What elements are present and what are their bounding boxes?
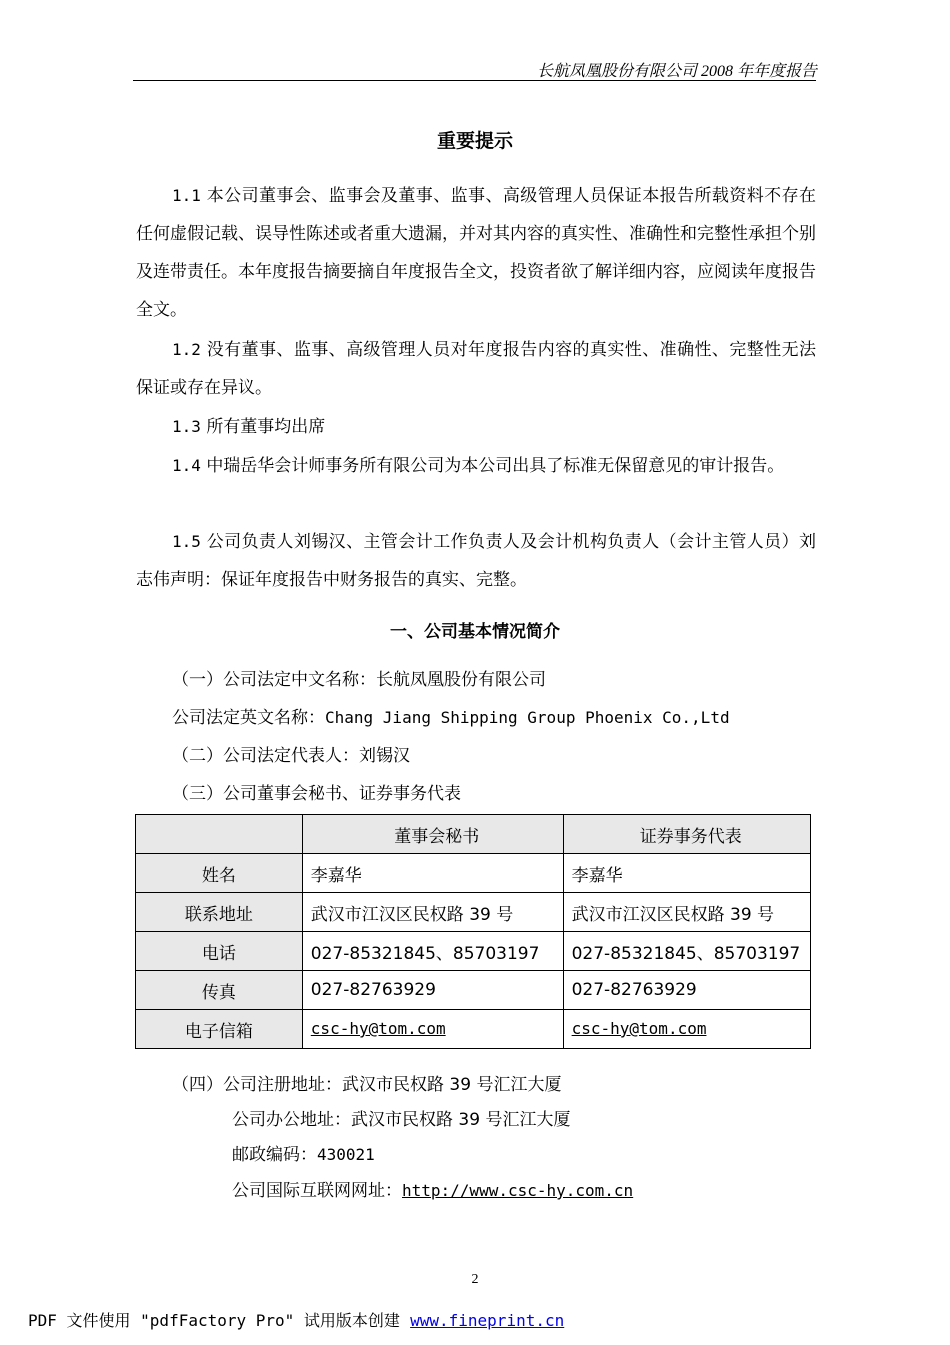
table-row xyxy=(136,1010,811,1049)
row-label: 传真 xyxy=(136,971,303,1010)
notice-item-1-2 xyxy=(136,331,816,407)
item-text: 没有董事、监事、高级管理人员对年度报告内容的真实性、准确性、完整性无法保证或存在异议。 xyxy=(136,340,817,398)
report-header-title: 长航凤凰股份有限公司 2008 年年度报告 xyxy=(536,63,817,80)
postcode-line xyxy=(232,1140,375,1165)
item-number: 1.5 xyxy=(172,532,201,551)
rep-cell: 027-85321845、85703197 xyxy=(563,932,810,971)
secretary-email-cell xyxy=(302,1010,563,1049)
item-text: 所有董事均出席 xyxy=(206,417,326,437)
secretary-cell: 李嘉华 xyxy=(302,854,563,893)
pdf-footer xyxy=(28,1308,564,1331)
footer-text: PDF 文件使用 "pdfFactory Pro" 试用版本创建 xyxy=(28,1311,400,1330)
contact-table xyxy=(135,814,811,1049)
postcode-value: 430021 xyxy=(317,1145,375,1164)
website-line xyxy=(232,1176,633,1201)
secretary-cell: 027-85321845、85703197 xyxy=(302,932,563,971)
office-addr-label: 公司办公地址： xyxy=(232,1110,351,1130)
table-row xyxy=(136,893,811,932)
rep-cell: 李嘉华 xyxy=(563,854,810,893)
reg-addr-label: （四）公司注册地址： xyxy=(172,1075,342,1095)
en-name-line xyxy=(172,703,730,728)
postcode-label: 邮政编码： xyxy=(232,1145,317,1165)
notice-item-1-3 xyxy=(136,408,816,446)
rep-cell: 027-82763929 xyxy=(563,971,810,1010)
item-number: 1.1 xyxy=(172,186,201,205)
notice-item-1-5 xyxy=(136,523,816,599)
table-row xyxy=(136,854,811,893)
rep-email-link[interactable]: csc-hy@tom.com xyxy=(571,1019,707,1038)
rep-line xyxy=(172,741,410,766)
reg-addr-value: 武汉市民权路 39 号汇江大厦 xyxy=(342,1075,562,1095)
item-number: 1.2 xyxy=(172,340,201,359)
cn-name-line xyxy=(172,665,546,690)
secretary-heading: （三）公司董事会秘书、证券事务代表 xyxy=(172,784,461,804)
table-row xyxy=(136,932,811,971)
item-text: 公司负责人刘锡汉、主管会计工作负责人及会计机构负责人（会计主管人员）刘志伟声明：保证年度报告中财务报告的真实、完整。 xyxy=(136,532,817,590)
item-text: 本公司董事会、监事会及董事、监事、高级管理人员保证本报告所载资料不存在任何虚假记载、误导性陈述或者重大遗漏，并对其内容的真实性、准确性和完整性承担个别及连带责任。本年度报告摘要摘自年度报告全文，投资者欲了解详细内容，应阅读年度报告全文。 xyxy=(136,186,817,320)
table-header-cell: 董事会秘书 xyxy=(302,815,563,854)
rep-cell: 武汉市江汉区民权路 39 号 xyxy=(563,893,810,932)
website-link[interactable]: http://www.csc-hy.com.cn xyxy=(402,1181,634,1200)
secretary-cell: 027-82763929 xyxy=(302,971,563,1010)
rep-email-cell xyxy=(563,1010,810,1049)
footer-link[interactable]: www.fineprint.cn xyxy=(410,1311,565,1330)
table-header-cell: 证券事务代表 xyxy=(563,815,810,854)
row-label: 联系地址 xyxy=(136,893,303,932)
table-row xyxy=(136,971,811,1010)
en-name-label: 公司法定英文名称： xyxy=(172,708,325,728)
secretary-email-link[interactable]: csc-hy@tom.com xyxy=(310,1019,446,1038)
website-label: 公司国际互联网网址： xyxy=(232,1181,402,1201)
cn-name-label: （一）公司法定中文名称： xyxy=(172,670,376,690)
cn-name-value: 长航凤凰股份有限公司 xyxy=(376,670,546,690)
row-label: 电子信箱 xyxy=(136,1010,303,1049)
row-label: 电话 xyxy=(136,932,303,971)
office-addr-value: 武汉市民权路 39 号汇江大厦 xyxy=(351,1110,571,1130)
notice-item-1-1 xyxy=(136,177,816,329)
secretary-cell: 武汉市江汉区民权路 39 号 xyxy=(302,893,563,932)
office-addr-line xyxy=(232,1105,570,1130)
reg-addr-line xyxy=(172,1070,561,1095)
notice-item-1-4 xyxy=(136,447,816,485)
notice-title: 重要提示 xyxy=(436,130,513,152)
en-name-value: Chang Jiang Shipping Group Phoenix Co.,Ltd xyxy=(325,708,730,727)
section-title: 一、公司基本情况简介 xyxy=(390,622,560,642)
page-number: 2 xyxy=(471,1272,479,1287)
table-header-row xyxy=(136,815,811,854)
rep-value: 刘锡汉 xyxy=(359,746,410,766)
item-number: 1.4 xyxy=(172,456,201,475)
item-number: 1.3 xyxy=(172,417,201,436)
row-label: 姓名 xyxy=(136,854,303,893)
rep-label: （二）公司法定代表人： xyxy=(172,746,359,766)
item-text: 中瑞岳华会计师事务所有限公司为本公司出具了标准无保留意见的审计报告。 xyxy=(206,456,785,476)
header-rule xyxy=(133,80,816,81)
table-header-cell xyxy=(136,815,303,854)
